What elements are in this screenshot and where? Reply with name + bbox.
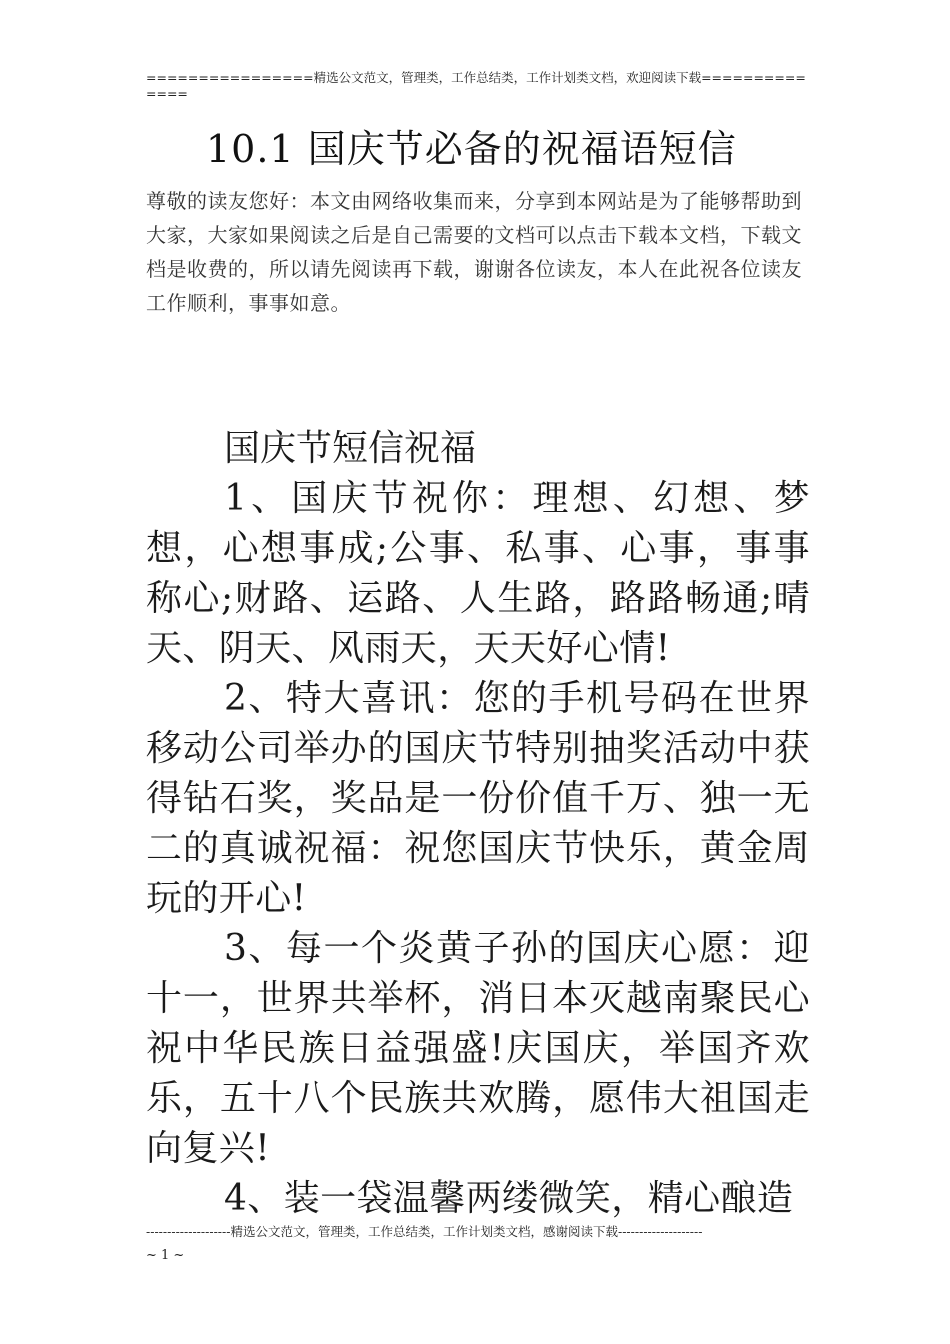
document-body [146, 474, 810, 1224]
paragraph-2: 2、特大喜讯：您的手机号码在世界移动公司举办的国庆节特别抽奖活动中获得钻石奖，奖品是一份价值千万、独一无二的真诚祝福：祝您国庆节快乐，黄金周玩的开心! [146, 678, 810, 919]
page-header: ================精选公文范文，管理类，工作总结类，工作计划类文档，欢迎阅读下载============== [146, 70, 806, 101]
paragraph-4: 4、装一袋温馨两缕微笑，精心酿造 [224, 1178, 794, 1219]
page-number: ~ 1 ~ [146, 1248, 185, 1263]
paragraph-3: 3、每一个炎黄子孙的国庆心愿：迎十一，世界共举杯，消日本灭越南聚民心祝中华民族日益强盛!庆国庆，举国齐欢乐，五十八个民族共欢腾，愿伟大祖国走向复兴! [146, 928, 810, 1169]
paragraph-1: 1、国庆节祝你：理想、幻想、梦想，心想事成;公事、私事、心事，事事称心;财路、运路、人生路，路路畅通;晴天、阴天、风雨天，天天好心情! [146, 478, 810, 669]
document-title: 10.1 国庆节必备的祝福语短信 [206, 127, 737, 171]
page-footer: --------------------精选公文范文，管理类，工作总结类，工作计划类文档，感谢阅读下载-------------------- [146, 1224, 703, 1239]
reader-notice: 尊敬的读友您好：本文由网络收集而来，分享到本网站是为了能够帮助到大家，大家如果阅读之后是自己需要的文档可以点击下载本文档，下载文档是收费的，所以请先阅读再下载，谢谢各位读友，本人在此祝各位读友工作顺利，事事如意。 [146, 189, 802, 315]
section-heading: 国庆节短信祝福 [224, 428, 477, 469]
